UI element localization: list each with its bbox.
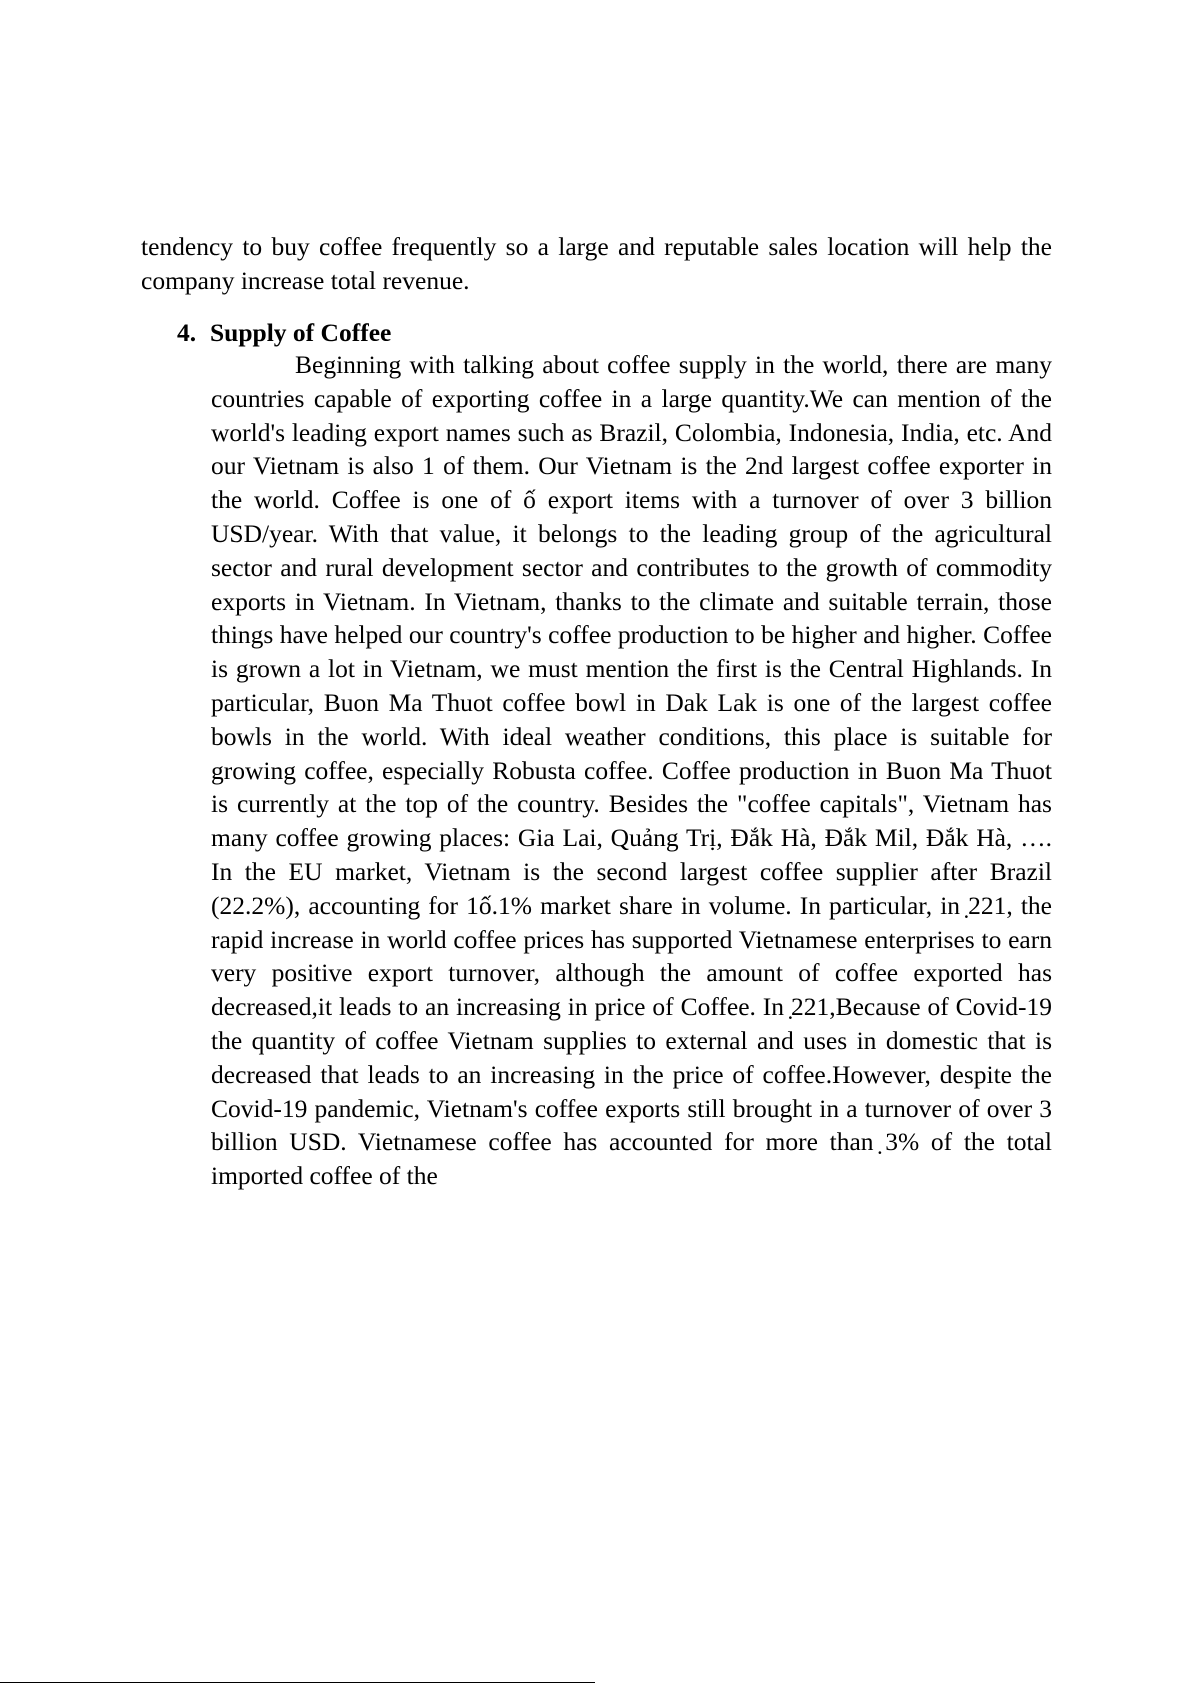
footnote-separator <box>0 1682 595 1683</box>
intro-paragraph: tendency to buy coffee frequently so a large and reputable sales location will help the company increase total revenue. <box>141 232 1052 295</box>
section-number: 4. <box>177 318 197 347</box>
section-body-paragraph: Beginning with talking about coffee supply in the world, there are many countries capable of exporting coffee in a large quantity.We can mention of the world's leading export names such as Brazil, Colombia, Indonesia, India, etc. And our Vietnam is also 1 of them. Our Vietnam is the 2nd largest coffee exporter in the world. Coffee is one of ố export items with a turnover of over 3 billion USD/year. With that value, it belongs to the leading group of the agricultural sector and rural development sector and contributes to the growth of commodity exports in Vietnam. In Vietnam, thanks to the climate and suitable terrain, those things have helped our country's coffee production to be higher and higher. Coffee is grown a lot in Vietnam, we must mention the first is the Central Highlands. In particular, Buon Ma Thuot coffee bowl in Dak Lak is one of the largest coffee bowls in the world. With ideal weather conditions, this place is suitable for growing coffee, especially Robusta coffee. Coffee production in Buon Ma Thuot is currently at the top of the country. Besides the "coffee capitals", Vietnam has many coffee growing places: Gia Lai, Quảng Trị, Đắk Hà, Đắk Mil, Đắk Hà, …. In the EU market, Vietnam is the second largest coffee supplier after Brazil (22.2%), accounting for 1ố.1% market share in volume. In particular, in ̣221, the rapid increase in world coffee prices has supported Vietnamese enterprises to earn very positive export turnover, although the amount of coffee exported has decreased,it leads to an increasing in price of Coffee. In ̣221,Because of Covid-19 the quantity of coffee Vietnam supplies to external and uses in domestic that is decreased that leads to an increasing in the price of coffee.However, despite the Covid-19 pandemic, Vietnam's coffee exports still brought in a turnover of over 3 billion USD. Vietnamese coffee has accounted for more than ̣3% of the total imported coffee of the <box>211 350 1052 1191</box>
section-title: Supply of Coffee <box>210 318 392 347</box>
section-heading <box>177 316 391 350</box>
